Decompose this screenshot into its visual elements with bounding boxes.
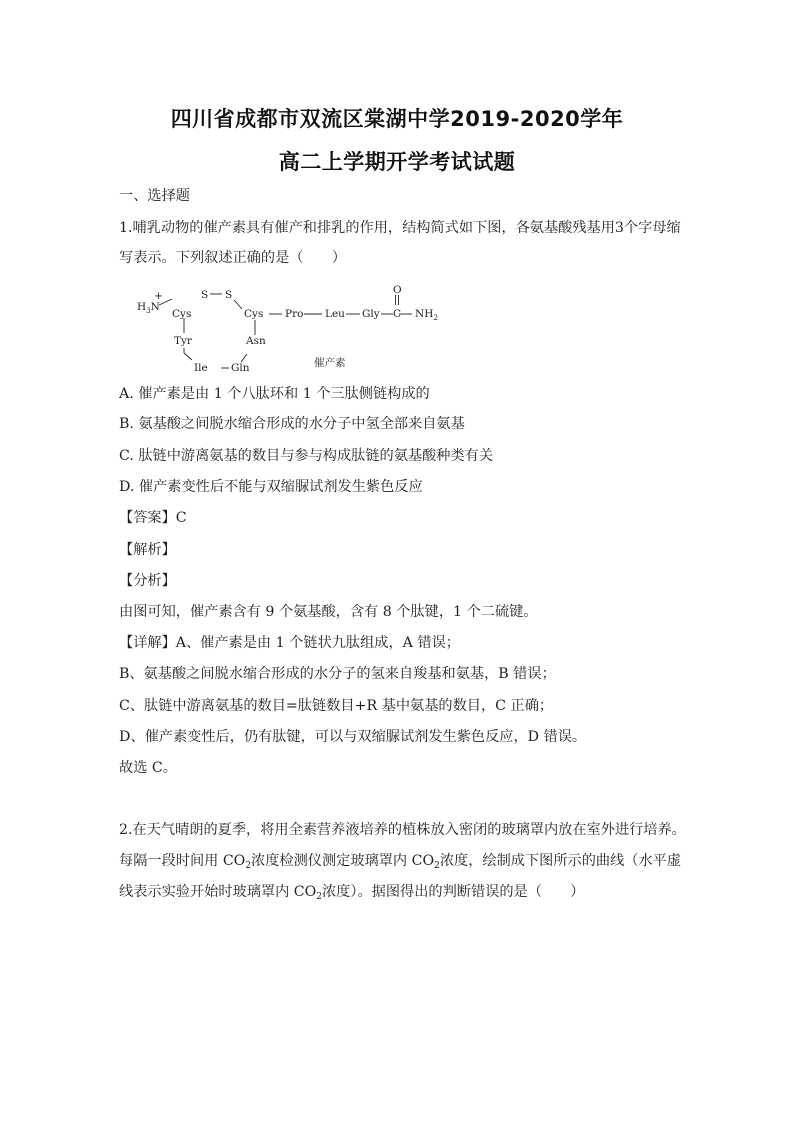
oxytocin-structure-diagram	[128, 282, 468, 378]
pro-residue: Pro	[285, 308, 304, 320]
section-heading: 一、选择题	[119, 188, 190, 204]
fenxi-label: 【分析】	[119, 573, 176, 589]
gln-residue: Gln	[231, 362, 250, 374]
asn-residue: Asn	[246, 335, 266, 347]
answer-line: 【答案】C	[119, 510, 187, 526]
analysis-label: 【解析】	[119, 542, 176, 558]
title-line-2: 高二上学期开学考试试题	[278, 150, 516, 174]
q1-option-a: A. 催产素是由 1 个八肽环和 1 个三肽侧链构成的	[119, 386, 430, 402]
q2-line-2: 每隔一段时间用 $CO_2$浓度检测仪测定玻璃罩内 $CO_2$浓度，绘制成下图所示的曲线（水平虚	[119, 853, 682, 871]
fenxi-text: 由图可知，催产素含有 9 个氨基酸，含有 8 个肽键，1 个二硫键。	[119, 604, 538, 620]
gly-residue: Gly	[362, 308, 380, 320]
diagram-caption: 催产素	[314, 357, 346, 369]
amide-nh2: $NH_2$	[415, 308, 438, 322]
carbonyl-carbon: C	[393, 308, 402, 320]
h3n-label: $H_3N$	[137, 301, 160, 315]
tyr-residue: Tyr	[174, 335, 192, 347]
cys-2: Cys	[244, 308, 264, 320]
q1-option-c: C. 肽链中游离氨基的数目与参与构成肽链的氨基酸种类有关	[119, 448, 494, 464]
cys-1: Cys	[172, 308, 192, 320]
plus-charge: +	[154, 290, 163, 302]
q2-line-1: 2.在天气晴朗的夏季，将用全素营养液培养的植株放入密闭的玻璃罩内放在室外进行培养。	[119, 822, 686, 838]
conclusion-line: 故选 C。	[119, 760, 177, 776]
q1-stem-line-2: 写表示。下列叙述正确的是（ ）	[119, 250, 347, 266]
q1-stem-line-1: 1.哺乳动物的催产素具有催产和排乳的作用，结构简式如下图，各氨基酸残基用3个字母缩	[119, 220, 681, 236]
detail-line-b: B、氨基酸之间脱水缩合形成的水分子的氢来自羧基和氨基，B 错误；	[119, 666, 556, 682]
q1-option-d: D. 催产素变性后不能与双缩脲试剂发生紫色反应	[119, 479, 423, 495]
q1-option-b: B. 氨基酸之间脱水缩合形成的水分子中氢全部来自氨基	[119, 416, 465, 432]
title-line-1: 四川省成都市双流区棠湖中学2019-2020学年	[170, 107, 624, 131]
leu-residue: Leu	[325, 308, 345, 320]
carbonyl-oxygen: O	[393, 284, 402, 296]
detail-line-a: 【详解】A、催产素是由 1 个链状九肽组成，A 错误；	[119, 635, 460, 651]
sulfur-2: S	[225, 289, 233, 301]
detail-line-d: D、催产素变性后，仍有肽键，可以与双缩脲试剂发生紫色反应，D 错误。	[119, 729, 587, 745]
q2-line-3: 线表示实验开始时玻璃罩内 $CO_2$浓度）。据图得出的判断错误的是（ ）	[119, 884, 585, 902]
detail-line-c: C、肽链中游离氨基的数目=肽链数目+R 基中氨基的数目，C 正确；	[119, 698, 554, 714]
ile-residue: Ile	[194, 362, 208, 374]
sulfur-1: S	[201, 289, 209, 301]
